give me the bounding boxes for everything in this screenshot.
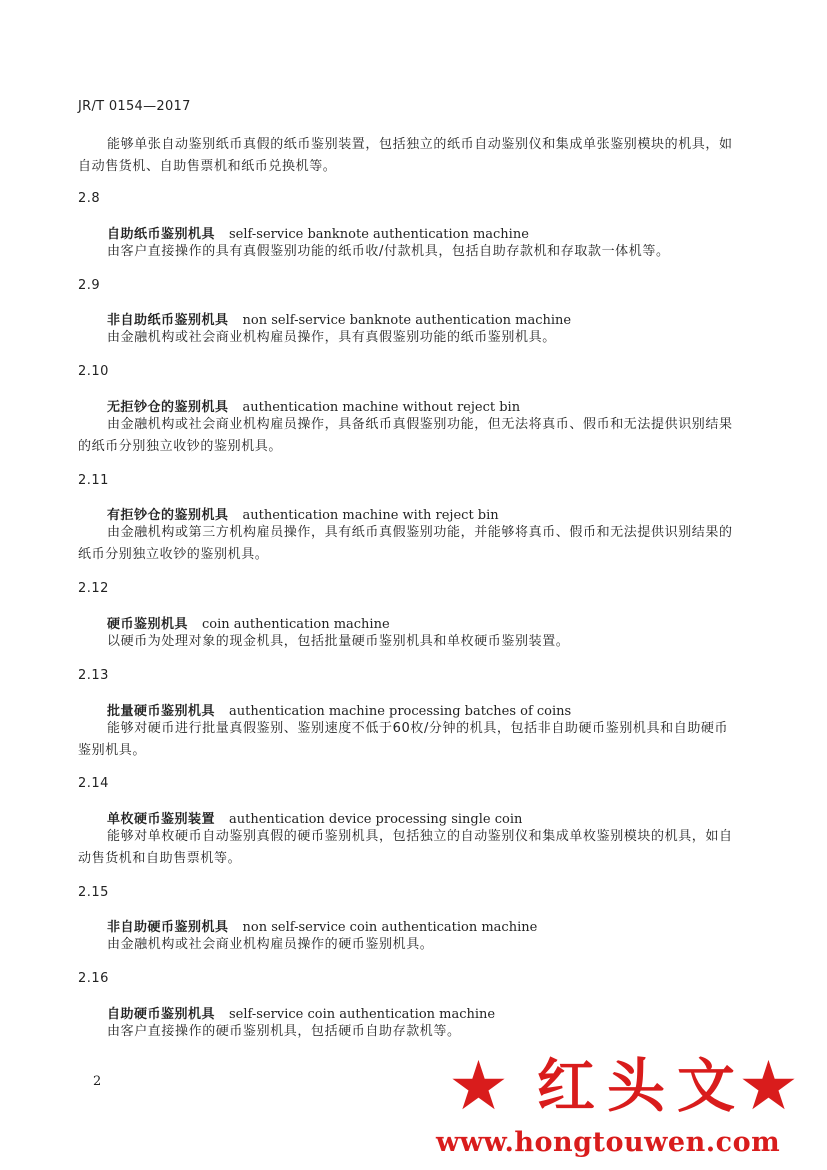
term-line <box>107 1003 495 1022</box>
term-chinese: 批量硬币鉴别机具 <box>107 704 216 719</box>
term-english: self-service banknote authentication machine <box>229 227 529 242</box>
term-definition: 由客户直接操作的具有真假鉴别功能的纸币收/付款机具，包括自助存款机和存取款一体机等。 <box>107 244 670 259</box>
document-header: JR/T 0154—2017 <box>78 99 191 114</box>
star-icon: ★ <box>738 1047 799 1126</box>
term-english: authentication machine with reject bin <box>242 508 499 523</box>
clause-number: 2.14 <box>78 776 109 791</box>
term-definition: 以硬币为处理对象的现金机具，包括批量硬币鉴别机具和单枚硬币鉴别装置。 <box>107 634 570 649</box>
clause-number: 2.16 <box>78 971 109 986</box>
term-chinese: 自助纸币鉴别机具 <box>107 227 216 242</box>
term-english: authentication device processing single coin <box>229 812 523 827</box>
term-line <box>107 808 522 827</box>
term-definition: 由金融机构或社会商业机构雇员操作，具有真假鉴别功能的纸币鉴别机具。 <box>107 330 556 345</box>
term-chinese: 硬币鉴别机具 <box>107 617 189 632</box>
term-definition: 由金融机构或第三方机构雇员操作，具有纸币真假鉴别功能，并能够将真币、假币和无法提供识别结果的纸币分别独立收钞的鉴别机具。 <box>78 525 733 562</box>
term-chinese: 有拒钞仓的鉴别机具 <box>107 508 229 523</box>
term-definition: 能够对单枚硬币自动鉴别真假的硬币鉴别机具，包括独立的自动鉴别仪和集成单枚鉴别模块的机具，如自动售货机和自助售票机等。 <box>78 829 733 866</box>
clause-number: 2.12 <box>78 581 109 596</box>
page-number: 2 <box>93 1074 102 1089</box>
clause-number: 2.13 <box>78 668 109 683</box>
term-definition: 由金融机构或社会商业机构雇员操作，具备纸币真假鉴别功能，但无法将真币、假币和无法提供识别结果的纸币分别独立收钞的鉴别机具。 <box>78 417 733 454</box>
term-line <box>107 396 520 415</box>
term-english: authentication machine without reject bin <box>242 400 521 415</box>
term-line <box>107 309 571 328</box>
term-chinese: 自助硬币鉴别机具 <box>107 1007 216 1022</box>
watermark-url: www.hongtouwen.com <box>436 1127 781 1158</box>
clause-number: 2.10 <box>78 364 109 379</box>
clause-number: 2.9 <box>78 278 101 293</box>
term-english: self-service coin authentication machine <box>229 1007 496 1022</box>
term-english: authentication machine processing batches of coins <box>229 704 572 719</box>
term-definition: 由金融机构或社会商业机构雇员操作的硬币鉴别机具。 <box>107 937 434 952</box>
term-chinese: 单枚硬币鉴别装置 <box>107 812 216 827</box>
term-line <box>107 504 499 523</box>
watermark-text: 红头文 <box>537 1052 748 1120</box>
clause-number: 2.8 <box>78 191 101 206</box>
term-definition: 能够对硬币进行批量真假鉴别、鉴别速度不低于60枚/分钟的机具，包括非自助硬币鉴别机具和自助硬币鉴别机具。 <box>78 721 729 758</box>
term-line <box>107 916 537 935</box>
term-english: non self-service coin authentication machine <box>242 920 538 935</box>
term-chinese: 非自助硬币鉴别机具 <box>107 920 229 935</box>
term-chinese: 无拒钞仓的鉴别机具 <box>107 400 229 415</box>
star-icon: ★ <box>448 1047 509 1126</box>
clause-number: 2.15 <box>78 885 109 900</box>
term-english: coin authentication machine <box>202 617 390 632</box>
term-english: non self-service banknote authentication machine <box>242 313 572 328</box>
term-definition: 由客户直接操作的硬币鉴别机具，包括硬币自助存款机等。 <box>107 1024 461 1039</box>
term-line <box>107 223 529 242</box>
term-line <box>107 700 571 719</box>
intro-paragraph: 能够单张自动鉴别纸币真假的纸币鉴别装置，包括独立的纸币自动鉴别仪和集成单张鉴别模块的机具，如自动售货机、自助售票机和纸币兑换机等。 <box>78 137 733 174</box>
clause-number: 2.11 <box>78 473 109 488</box>
term-chinese: 非自助纸币鉴别机具 <box>107 313 229 328</box>
term-line <box>107 613 390 632</box>
